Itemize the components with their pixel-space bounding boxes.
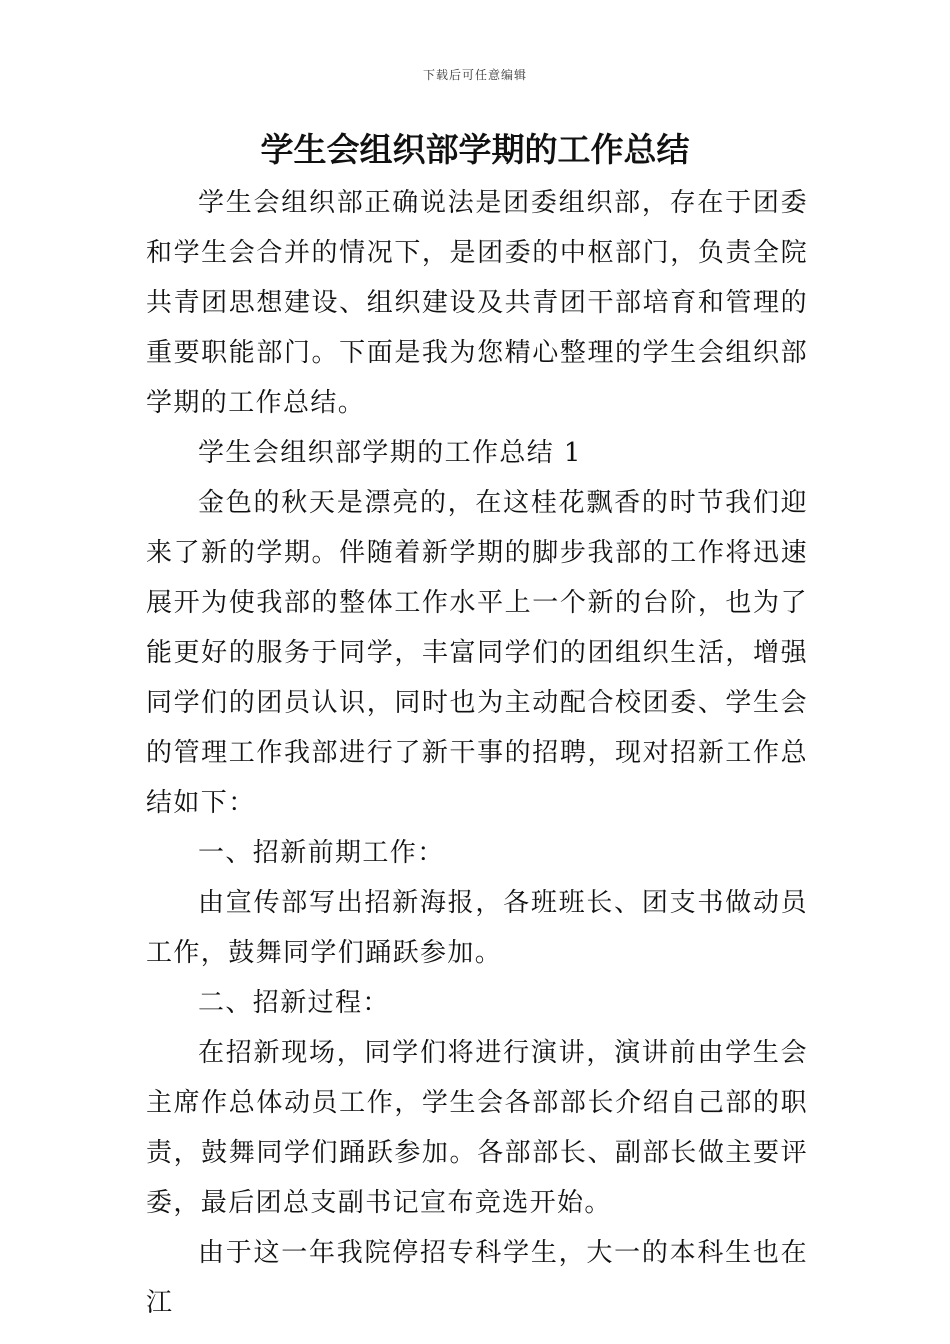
paragraph-autumn: 金色的秋天是漂亮的，在这桂花飘香的时节我们迎来了新的学期。伴随着新学期的脚步我部的工作将迅速展开为使我部的整体工作水平上一个新的台阶，也为了能更好的服务于同学，丰富同学们的团组织生活，增强同学们的团员认识，同时也为主动配合校团委、学生会的管理工作我部进行了新干事的招聘，现对招新工作总结如下：: [146, 488, 808, 818]
document-body: [146, 178, 808, 1328]
header-note: 下载后可任意编辑: [422, 68, 527, 82]
paragraph-poster: 由宣传部写出招新海报，各班班长、团支书做动员工作，鼓舞同学们踊跃参加。: [146, 888, 808, 968]
section-heading-1: 学生会组织部学期的工作总结 1: [198, 438, 582, 468]
subheading-recruitment-process: 二、招新过程：: [198, 988, 390, 1018]
subheading-pre-recruitment: 一、招新前期工作：: [198, 838, 445, 868]
document-title: 学生会组织部学期的工作总结: [260, 130, 690, 169]
paragraph-continuation: 由于这一年我院停招专科学生，大一的本科生也在江: [146, 1238, 808, 1318]
paragraph-speech: 在招新现场，同学们将进行演讲，演讲前由学生会主席作总体动员工作，学生会各部部长介绍自己部的职责，鼓舞同学们踊跃参加。各部部长、副部长做主要评委，最后团总支副书记宣布竞选开始。: [146, 1038, 808, 1218]
paragraph-intro: 学生会组织部正确说法是团委组织部，存在于团委和学生会合并的情况下，是团委的中枢部门，负责全院共青团思想建设、组织建设及共青团干部培育和管理的重要职能部门。下面是我为您精心整理的学生会组织部学期的工作总结。: [146, 188, 808, 418]
